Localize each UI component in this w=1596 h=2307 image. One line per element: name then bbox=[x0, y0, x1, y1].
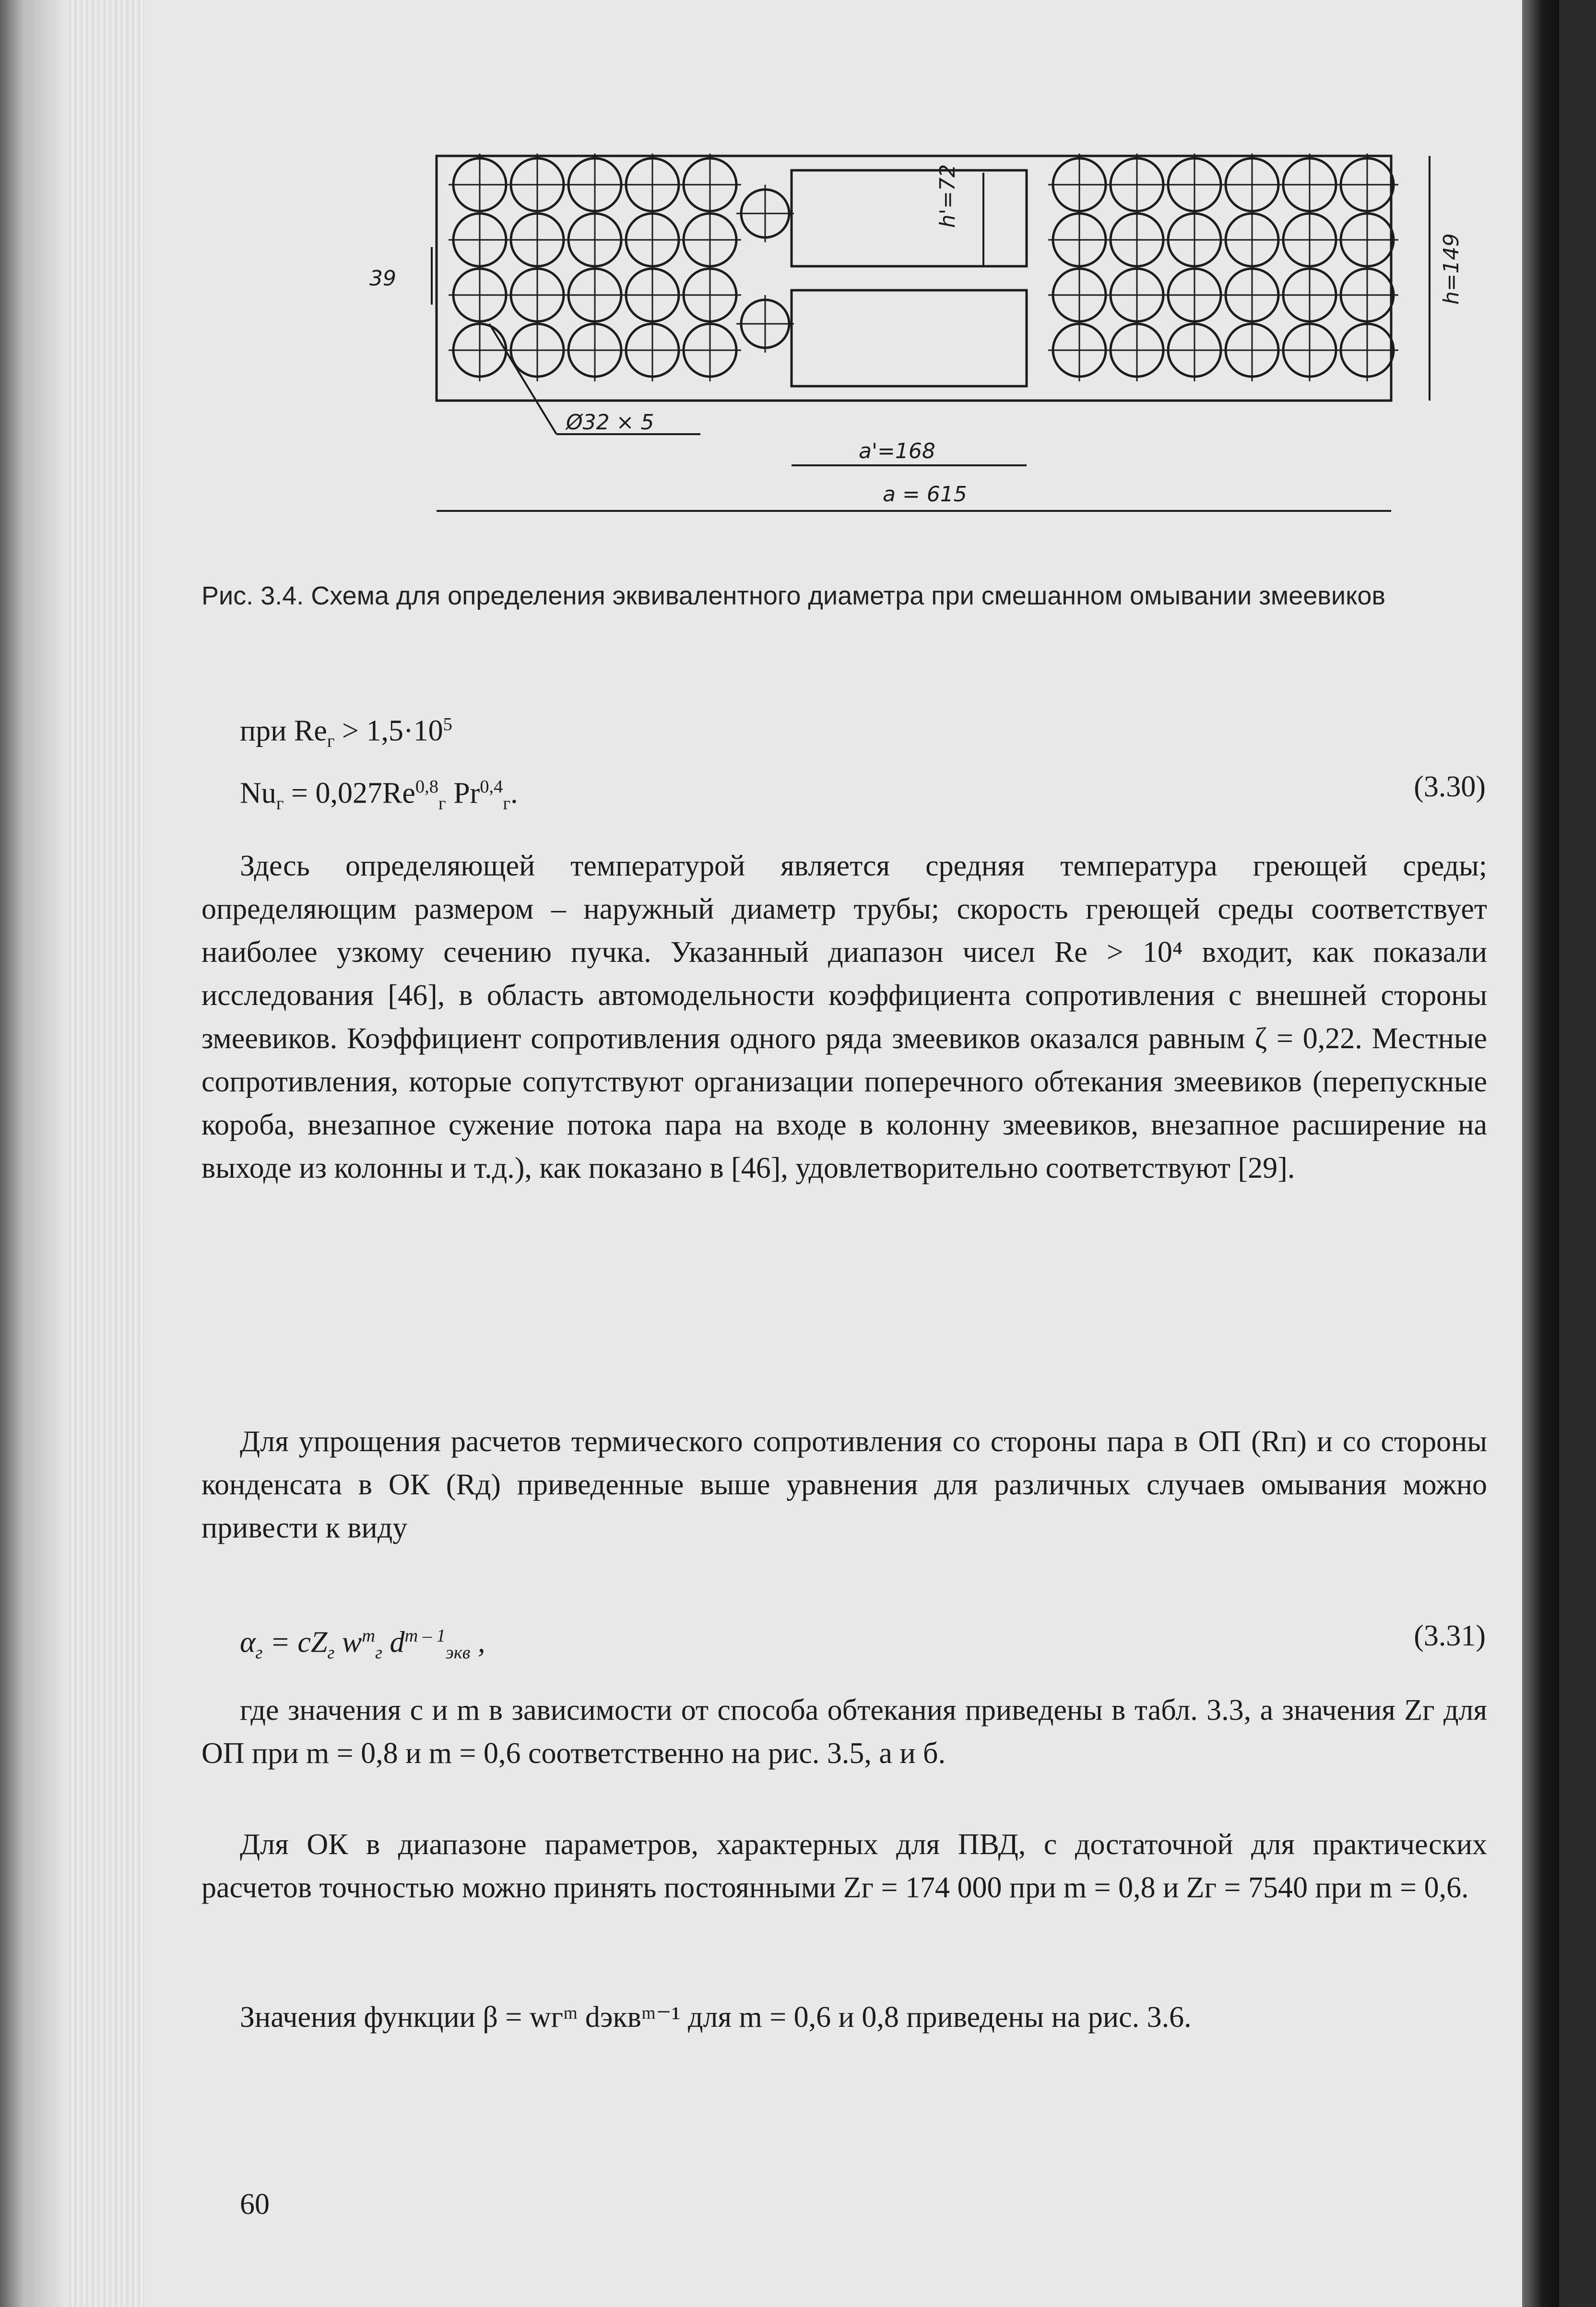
caption-number: Рис. 3.4. bbox=[201, 581, 304, 610]
caption-text: Схема для определения эквивалентного диаметра при смешанном омывании змеевиков bbox=[311, 581, 1386, 610]
label-a615: a = 615 bbox=[883, 482, 967, 507]
paragraph-5: Значения функции β = wгᵐ dэквᵐ⁻¹ для m = 0,6 и 0,8 приведены на рис. 3.6. bbox=[240, 2001, 1192, 2034]
label-diameter: Ø32 × 5 bbox=[566, 410, 654, 435]
figure-coil-scheme bbox=[249, 122, 1487, 544]
outer-frame bbox=[437, 156, 1391, 401]
figure-caption bbox=[201, 578, 1487, 614]
condition-line: при $Re_г > 1,5\cdot 10^5$ bbox=[240, 714, 452, 752]
label-h72: h'=72 bbox=[935, 164, 960, 228]
equation-3-31: $\alpha_г = cZ_г$ $w^m_г$ $d^{m - 1}_{экв}$ , bbox=[240, 1626, 485, 1663]
label-h149: h=149 bbox=[1439, 233, 1464, 305]
paragraph-4: Для ОК в диапазоне параметров, характерных для ПВД, с достаточной для практических расчетов точностью можно принять постоянными Zг = 174 000 при m = 0,8 и Zг = 7540 при m = 0,6. bbox=[201, 1828, 1487, 1904]
paragraph-2: Для упрощения расчетов термического сопротивления со стороны пара в ОП (Rп) и со стороны конденсата в ОК (Rд) приведенные выше уравнения для различных случаев омывания можно привести к виду bbox=[201, 1425, 1487, 1544]
equation-number-3-31: (3.31) bbox=[1414, 1620, 1486, 1652]
paragraph-1: Здесь определяющей температурой является средняя температура греющей среды; определяющим размером – наружный диаметр трубы; скорость греющей среды соответствует наиболее узкому сечению пучка. Указанный диапазон чисел Re > 10⁴ входит, как показали исследования [46], в область автомодельности коэффициента сопротивления с внешней стороны змеевиков. Коэффициент сопротивления одного ряда змеевиков оказался равным ζ = 0,22. Местные сопротивления, которые сопутствуют организации поперечного обтекания змеевиков (перепускные короба, внезапное сужение потока пара на входе в колонну змеевиков, внезапное расширение на выходе из колонны и т.д.), как показано в [46], удовлетворительно соответствуют [29]. bbox=[201, 850, 1487, 1184]
equation-3-30: $Nu_г = 0,027Re^{0,8}_г$ Pr$^{0,4}_г$. bbox=[240, 777, 518, 814]
equation-number-3-30: (3.30) bbox=[1414, 770, 1486, 803]
upper-window bbox=[792, 170, 1027, 266]
page-number: 60 bbox=[240, 2188, 270, 2221]
book-spine bbox=[1522, 0, 1559, 2307]
label-a168: a'=168 bbox=[859, 439, 935, 463]
book-edge-left bbox=[0, 0, 67, 2307]
label-39: 39 bbox=[369, 266, 396, 291]
leader-d bbox=[489, 324, 556, 434]
paragraph-3: где значения c и m в зависимости от способа обтекания приведены в табл. 3.3, а значения Zг для ОП при m = 0,8 и m = 0,6 соответственно на рис. 3.5, а и б. bbox=[201, 1694, 1487, 1770]
lower-window bbox=[792, 290, 1027, 386]
